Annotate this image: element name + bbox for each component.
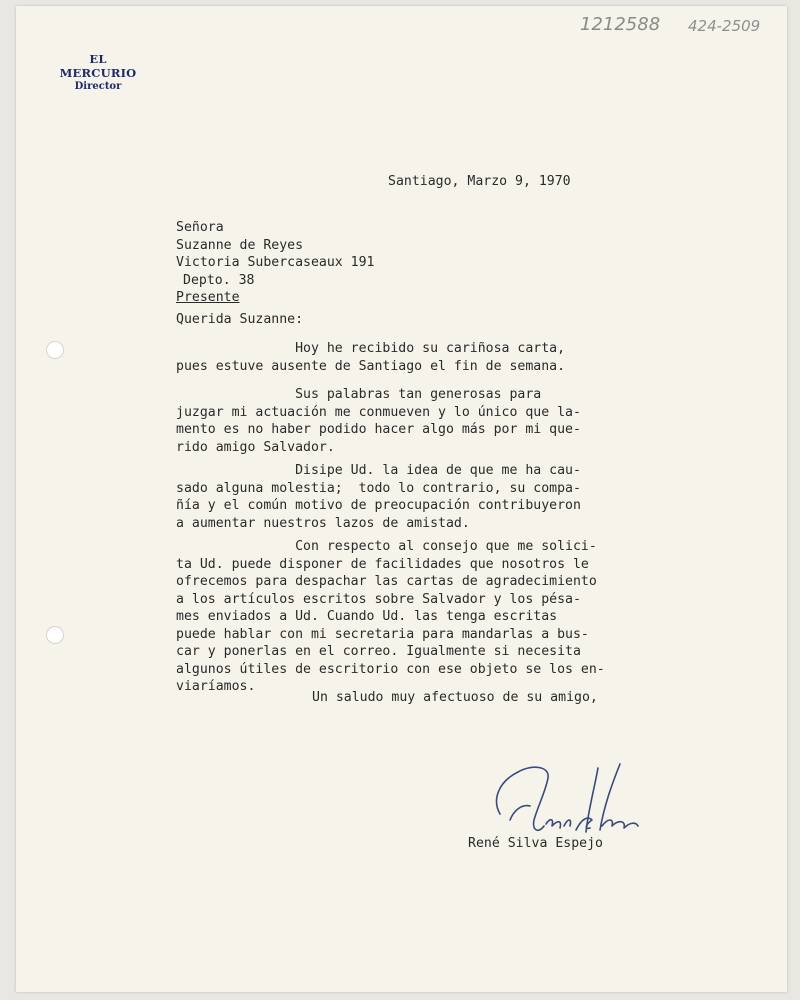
handwritten-signature bbox=[488, 760, 648, 842]
paragraph-line: puede hablar con mi secretaria para mandarlas a bus- bbox=[176, 626, 589, 642]
paragraph-line: a aumentar nuestros lazos de amistad. bbox=[176, 515, 470, 531]
archive-catalog-number: 1212588 bbox=[580, 14, 661, 35]
paragraph-line: algunos útiles de escritorio con ese objeto se los en- bbox=[176, 661, 605, 677]
paragraph bbox=[176, 340, 565, 375]
letterhead bbox=[56, 52, 140, 92]
paragraph-line: pues estuve ausente de Santiago el fin de semana. bbox=[176, 358, 566, 374]
archive-reference: 424-2509 bbox=[688, 17, 761, 35]
recipient-title: Señora bbox=[176, 220, 224, 235]
recipient-apartment: Depto. 38 bbox=[183, 272, 255, 288]
paragraph-line: Hoy he recibido su cariñosa carta, bbox=[176, 341, 566, 356]
recipient-address bbox=[176, 219, 375, 307]
letterhead-organization: EL MERCURIO bbox=[59, 52, 137, 80]
letterhead-role: Director bbox=[74, 81, 122, 92]
paragraph-line: ñía y el común motivo de preocupación contribuyeron bbox=[176, 498, 581, 513]
paragraph-line: car y ponerlas en el correo. Igualmente si necesita bbox=[176, 644, 581, 659]
paragraph bbox=[176, 462, 581, 532]
closing: Un saludo muy afectuoso de su amigo, bbox=[312, 690, 598, 705]
paragraph-line: viaríamos. bbox=[176, 679, 256, 694]
paragraph-line: rido amigo Salvador. bbox=[176, 439, 335, 455]
recipient-delivery: Presente bbox=[176, 290, 240, 305]
paragraph-line: Disipe Ud. la idea de que me ha cau- bbox=[176, 463, 581, 478]
paragraph bbox=[176, 386, 581, 456]
paragraph-line: a los artículos escritos sobre Salvador y los pésa- bbox=[176, 591, 581, 607]
paragraph-line: Sus palabras tan generosas para bbox=[176, 387, 542, 402]
paragraph-line: sado alguna molestia; todo lo contrario, su compa- bbox=[176, 480, 581, 496]
paragraph-line: ta Ud. puede disponer de facilidades que nosotros le bbox=[176, 556, 589, 572]
typed-signature-name: René Silva Espejo bbox=[468, 836, 603, 851]
paragraph-line: Con respecto al consejo que me solici- bbox=[176, 539, 597, 554]
recipient-name: Suzanne de Reyes bbox=[176, 237, 304, 253]
paragraph-line: mes enviados a Ud. Cuando Ud. las tenga escritas bbox=[176, 609, 558, 624]
date-line: Santiago, Marzo 9, 1970 bbox=[388, 174, 571, 189]
paragraph bbox=[176, 538, 605, 696]
recipient-street: Victoria Subercaseaux 191 bbox=[176, 255, 375, 270]
paragraph-line: ofrecemos para despachar las cartas de agradecimiento bbox=[176, 574, 597, 589]
paragraph-line: mento es no haber podido hacer algo más por mi que- bbox=[176, 422, 581, 437]
binder-hole bbox=[46, 626, 64, 644]
paragraph-line: juzgar mi actuación me conmueven y lo único que la- bbox=[176, 404, 581, 420]
binder-hole bbox=[46, 341, 64, 359]
salutation: Querida Suzanne: bbox=[176, 312, 304, 327]
